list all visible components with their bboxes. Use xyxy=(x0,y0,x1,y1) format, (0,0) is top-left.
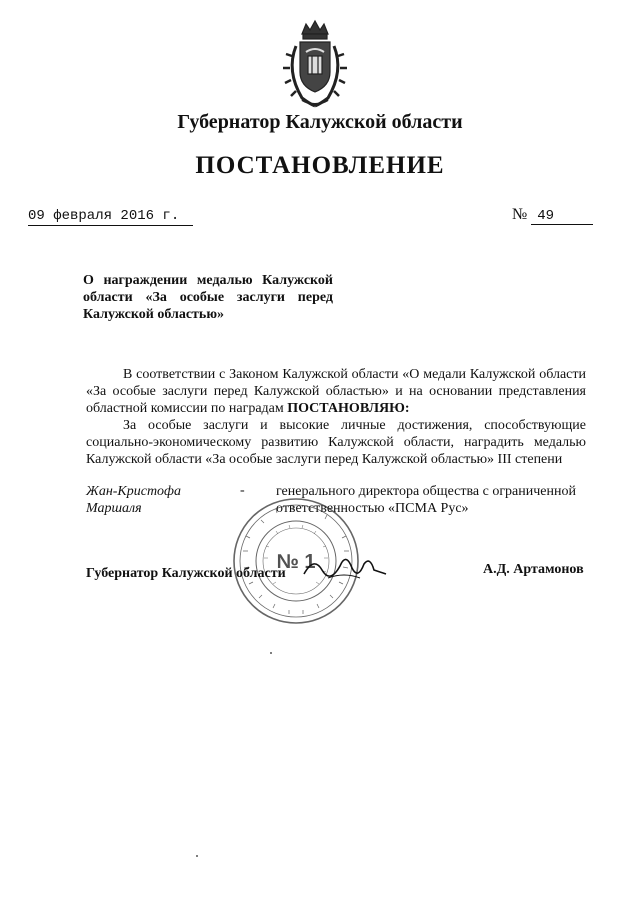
body-line: социально-экономическому развитию Калужской области, наградить медалью xyxy=(86,435,586,450)
signatory-name: А.Д. Артамонов xyxy=(483,562,584,577)
handwritten-signature xyxy=(300,548,390,588)
body-text: областной комиссии по наградам xyxy=(86,401,288,416)
subject-line: О награждении медалью Калужской xyxy=(83,273,333,288)
body-line: В соответствии с Законом Калужской области «О медали Калужской области xyxy=(123,367,586,382)
body-line xyxy=(86,400,586,417)
document-number: 49 xyxy=(531,208,593,225)
body-line: «За особые заслуги перед Калужской областью» и на основании представления xyxy=(86,384,586,399)
document-type-title: ПОСТАНОВЛЕНИЕ xyxy=(195,152,445,179)
subject-line: Калужской областью» xyxy=(83,307,225,322)
stamp-number: № 1 xyxy=(276,551,316,573)
resolution-keyword: ПОСТАНОВЛЯЮ: xyxy=(287,401,410,416)
scan-speck xyxy=(270,652,272,654)
subject-line: области «За особые заслуги перед xyxy=(83,290,333,305)
coat-of-arms-emblem xyxy=(272,16,358,112)
awardee-position-line: ответственностью «ПСМА Рус» xyxy=(276,501,469,516)
awardee-name-line: Жан-Кристофа xyxy=(86,484,181,499)
awardee-name-line: Маршаля xyxy=(86,501,142,516)
signatory-title: Губернатор Калужской области xyxy=(86,566,286,581)
body-line: За особые заслуги и высокие личные достижения, способствующие xyxy=(123,418,586,433)
awardee-position-line: генерального директора общества с ограниченной xyxy=(276,484,576,499)
scan-speck xyxy=(196,855,198,857)
document-number-field xyxy=(512,206,593,225)
document-subject xyxy=(83,272,333,323)
document-body xyxy=(86,366,586,468)
number-label: № xyxy=(512,206,528,223)
awardee-dash: - xyxy=(240,483,245,498)
awardee-name xyxy=(86,483,236,517)
document-date: 09 февраля 2016 г. xyxy=(28,208,193,226)
issuer-title: Губернатор Калужской области xyxy=(177,111,463,133)
body-line: Калужской области «За особые заслуги перед Калужской областью» III степени xyxy=(86,452,563,467)
